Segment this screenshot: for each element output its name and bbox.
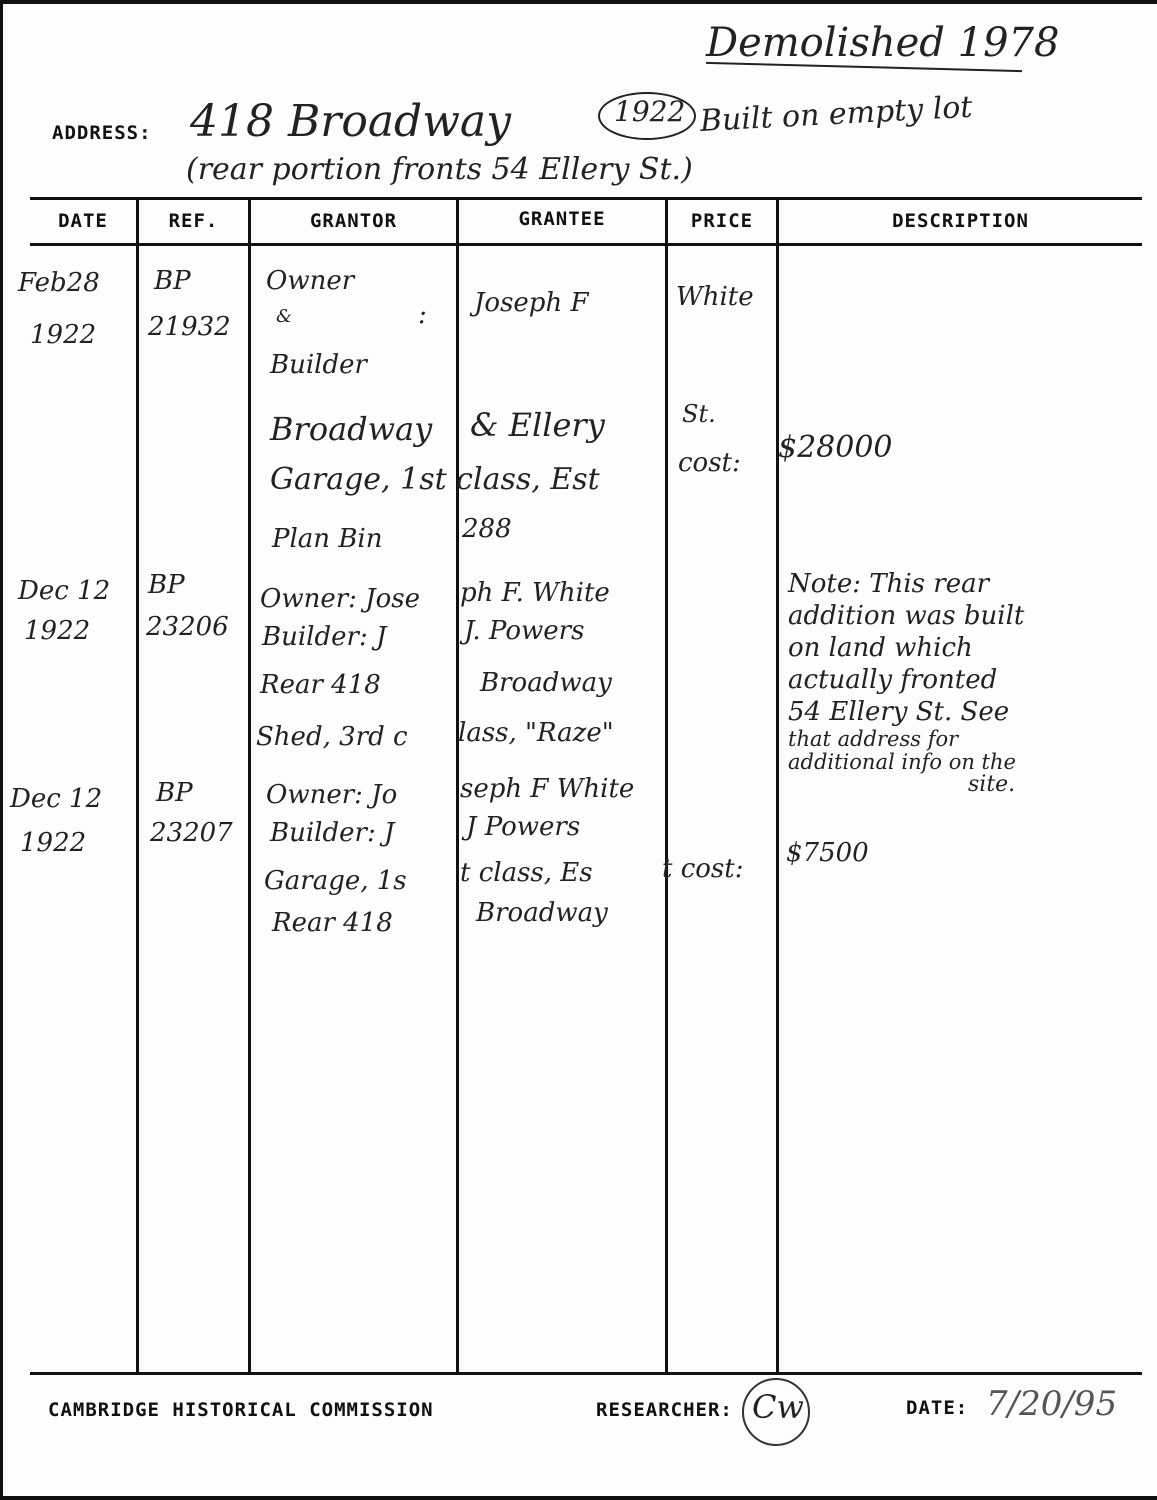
description-note-line-5: 54 Ellery St. See	[788, 697, 1010, 727]
scan-border-top	[0, 0, 1157, 4]
entry-3-line1-b: seph F White	[460, 774, 635, 804]
entry-1-note-line2-b: cost:	[678, 448, 741, 478]
col-divider-3	[456, 197, 459, 1375]
entry-1-ref-line1: BP	[154, 266, 191, 296]
description-note-line-4: actually fronted	[788, 665, 998, 695]
date-value: 7/20/95	[986, 1384, 1118, 1424]
entry-2-date-line1: Dec 12	[18, 576, 111, 606]
entry-3-date-line1: Dec 12	[10, 784, 103, 814]
description-note-line-2: addition was built	[788, 601, 1025, 631]
entry-2-line2-b: J. Powers	[464, 616, 585, 646]
entry-1-grantee: Joseph F	[474, 288, 589, 318]
date-label: DATE:	[906, 1397, 969, 1419]
description-note-line-6: that address for	[788, 727, 959, 751]
entry-3-line3-c: t cost:	[662, 854, 744, 884]
entry-3-date-line2: 1922	[20, 828, 87, 858]
address-value: 418 Broadway	[190, 96, 511, 147]
entry-1-note-line3-b: 288	[462, 514, 512, 544]
researcher-initials: Cw	[752, 1388, 804, 1426]
entry-1-grantor-line1: Owner	[266, 266, 355, 296]
entry-1-note-line1-a: Broadway	[270, 410, 433, 448]
col-header-grantee: GRANTEE	[518, 208, 606, 230]
description-note-line-1: Note: This rear	[788, 569, 990, 599]
entry-2-line3-a: Rear 418	[260, 670, 381, 700]
col-header-grantor: GRANTOR	[309, 210, 398, 232]
description-note-line-8: site.	[968, 772, 1016, 797]
entry-2-line1-a: Owner: Jose	[260, 584, 420, 614]
scan-border-bottom	[0, 1496, 1157, 1500]
demolished-note: Demolished 1978	[706, 20, 1060, 66]
entry-1-grantor-line2: Builder	[270, 350, 367, 380]
entry-1-note-line2-a: Garage, 1st class, Est	[270, 462, 600, 497]
entry-3-line2-b: J Powers	[466, 812, 581, 842]
entry-1-grantor-colon: :	[418, 300, 427, 330]
entry-3-line4-b: Broadway	[476, 898, 608, 928]
col-divider-5	[776, 197, 779, 1375]
entry-2-line4-a: Shed, 3rd c	[256, 722, 408, 752]
entry-2-line2-a: Builder: J	[262, 622, 387, 652]
entry-3-line4-a: Rear 418	[272, 908, 393, 938]
entry-2-line4-b: lass, "Raze"	[458, 718, 614, 748]
built-note: Built on empty lot	[699, 89, 974, 139]
footer-org: CAMBRIDGE HISTORICAL COMMISSION	[48, 1399, 434, 1421]
entry-3-line3-d: $7500	[786, 838, 869, 868]
entry-2-line3-b: Broadway	[480, 668, 612, 698]
entry-1-date-line2: 1922	[30, 320, 97, 350]
col-header-description: DESCRIPTION	[892, 210, 1029, 232]
entry-1-note-line1-b: & Ellery	[470, 406, 605, 444]
entry-1-price: White	[676, 282, 754, 312]
description-note-line-3: on land which	[788, 633, 973, 663]
col-header-price: PRICE	[690, 210, 754, 232]
description-note-line-7: additional info on the	[788, 750, 1016, 774]
description-note	[788, 568, 1024, 796]
entry-2-ref-line2: 23206	[146, 612, 229, 642]
col-header-date: DATE	[58, 210, 108, 232]
address-note: (rear portion fronts 54 Ellery St.)	[186, 152, 693, 187]
entry-1-date-line1: Feb28	[18, 268, 100, 298]
entry-3-ref-line1: BP	[156, 778, 193, 808]
entry-3-line3-a: Garage, 1s	[264, 866, 407, 896]
entry-1-note-line3-a: Plan Bin	[272, 524, 383, 554]
entry-1-ref-line2: 21932	[148, 312, 231, 342]
entry-1-note-line2-c: $28000	[778, 430, 893, 465]
entry-3-line3-b: t class, Es	[460, 858, 593, 888]
table-top-rule	[30, 197, 1142, 200]
researcher-label: RESEARCHER:	[596, 1399, 733, 1421]
year-circled: 1922	[614, 95, 686, 128]
entry-3-ref-line2: 23207	[150, 818, 233, 848]
entry-1-grantor-amp: &	[276, 306, 293, 327]
entry-2-ref-line1: BP	[148, 570, 185, 600]
address-label: ADDRESS:	[52, 122, 152, 144]
col-divider-2	[248, 197, 251, 1375]
entry-3-line2-a: Builder: J	[270, 818, 395, 848]
col-divider-4	[665, 197, 668, 1375]
col-header-ref: REF.	[168, 210, 219, 232]
entry-2-line1-b: ph F. White	[460, 578, 610, 608]
entry-3-line1-a: Owner: Jo	[266, 780, 398, 810]
table-bottom-rule	[30, 1372, 1142, 1375]
header-rule	[30, 243, 1142, 246]
entry-2-date-line2: 1922	[24, 616, 91, 646]
entry-1-note-line1-c: St.	[682, 400, 716, 428]
scan-border-left	[0, 0, 3, 1500]
col-divider-1	[136, 197, 139, 1375]
